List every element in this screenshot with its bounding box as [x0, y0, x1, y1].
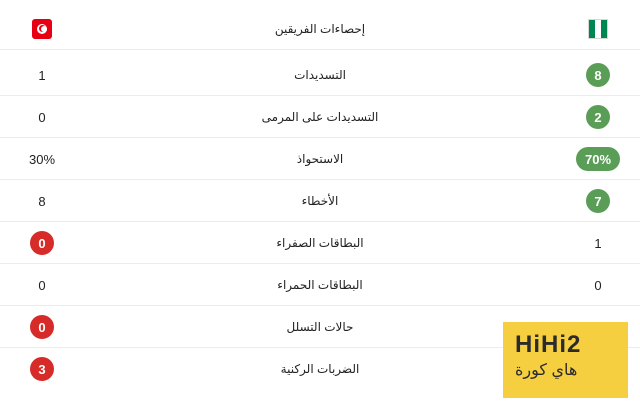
watermark-subtitle: هاي كورة [515, 362, 578, 379]
right-value-highlight: 8 [586, 63, 610, 87]
stat-row-shots [0, 54, 640, 96]
left-value: 30% [28, 151, 56, 167]
tunisia-flag-icon[interactable] [32, 19, 52, 39]
left-value: 0 [38, 277, 46, 293]
left-value-highlight: 3 [30, 357, 54, 381]
stat-label: حالات التسلل [286, 320, 354, 334]
stats-header-row [0, 8, 640, 50]
stat-label: الأخطاء [301, 194, 339, 208]
stat-row-red-cards [0, 264, 640, 306]
stat-row-shots-on-target [0, 96, 640, 138]
left-value-highlight: 0 [30, 315, 54, 339]
stat-label: البطاقات الصفراء [276, 236, 364, 250]
left-value: 0 [38, 109, 46, 125]
left-value: 1 [38, 67, 46, 83]
stat-row-fouls [0, 180, 640, 222]
site-watermark [503, 322, 628, 398]
nigeria-flag-icon[interactable] [588, 19, 608, 39]
right-value: 1 [594, 235, 602, 251]
watermark-logo: HiHi2 [515, 331, 582, 358]
right-value-highlight: 70% [576, 147, 620, 171]
stat-label: الضربات الركنية [280, 362, 360, 376]
stat-label: التسديدات على المرمى [261, 110, 379, 124]
right-value-highlight: 7 [586, 189, 610, 213]
stat-label: التسديدات [294, 68, 346, 82]
left-team-cell [0, 8, 84, 50]
stat-row-possession [0, 138, 640, 180]
stats-title: إحصاءات الفريقين [274, 22, 366, 36]
stat-label: البطاقات الحمراء [277, 278, 363, 292]
right-value: 0 [594, 277, 602, 293]
stat-row-yellow-cards [0, 222, 640, 264]
left-value-highlight: 0 [30, 231, 54, 255]
left-value: 8 [38, 193, 46, 209]
right-value-highlight: 2 [586, 105, 610, 129]
stat-label: الاستحواذ [296, 152, 344, 166]
right-team-cell [556, 8, 640, 50]
